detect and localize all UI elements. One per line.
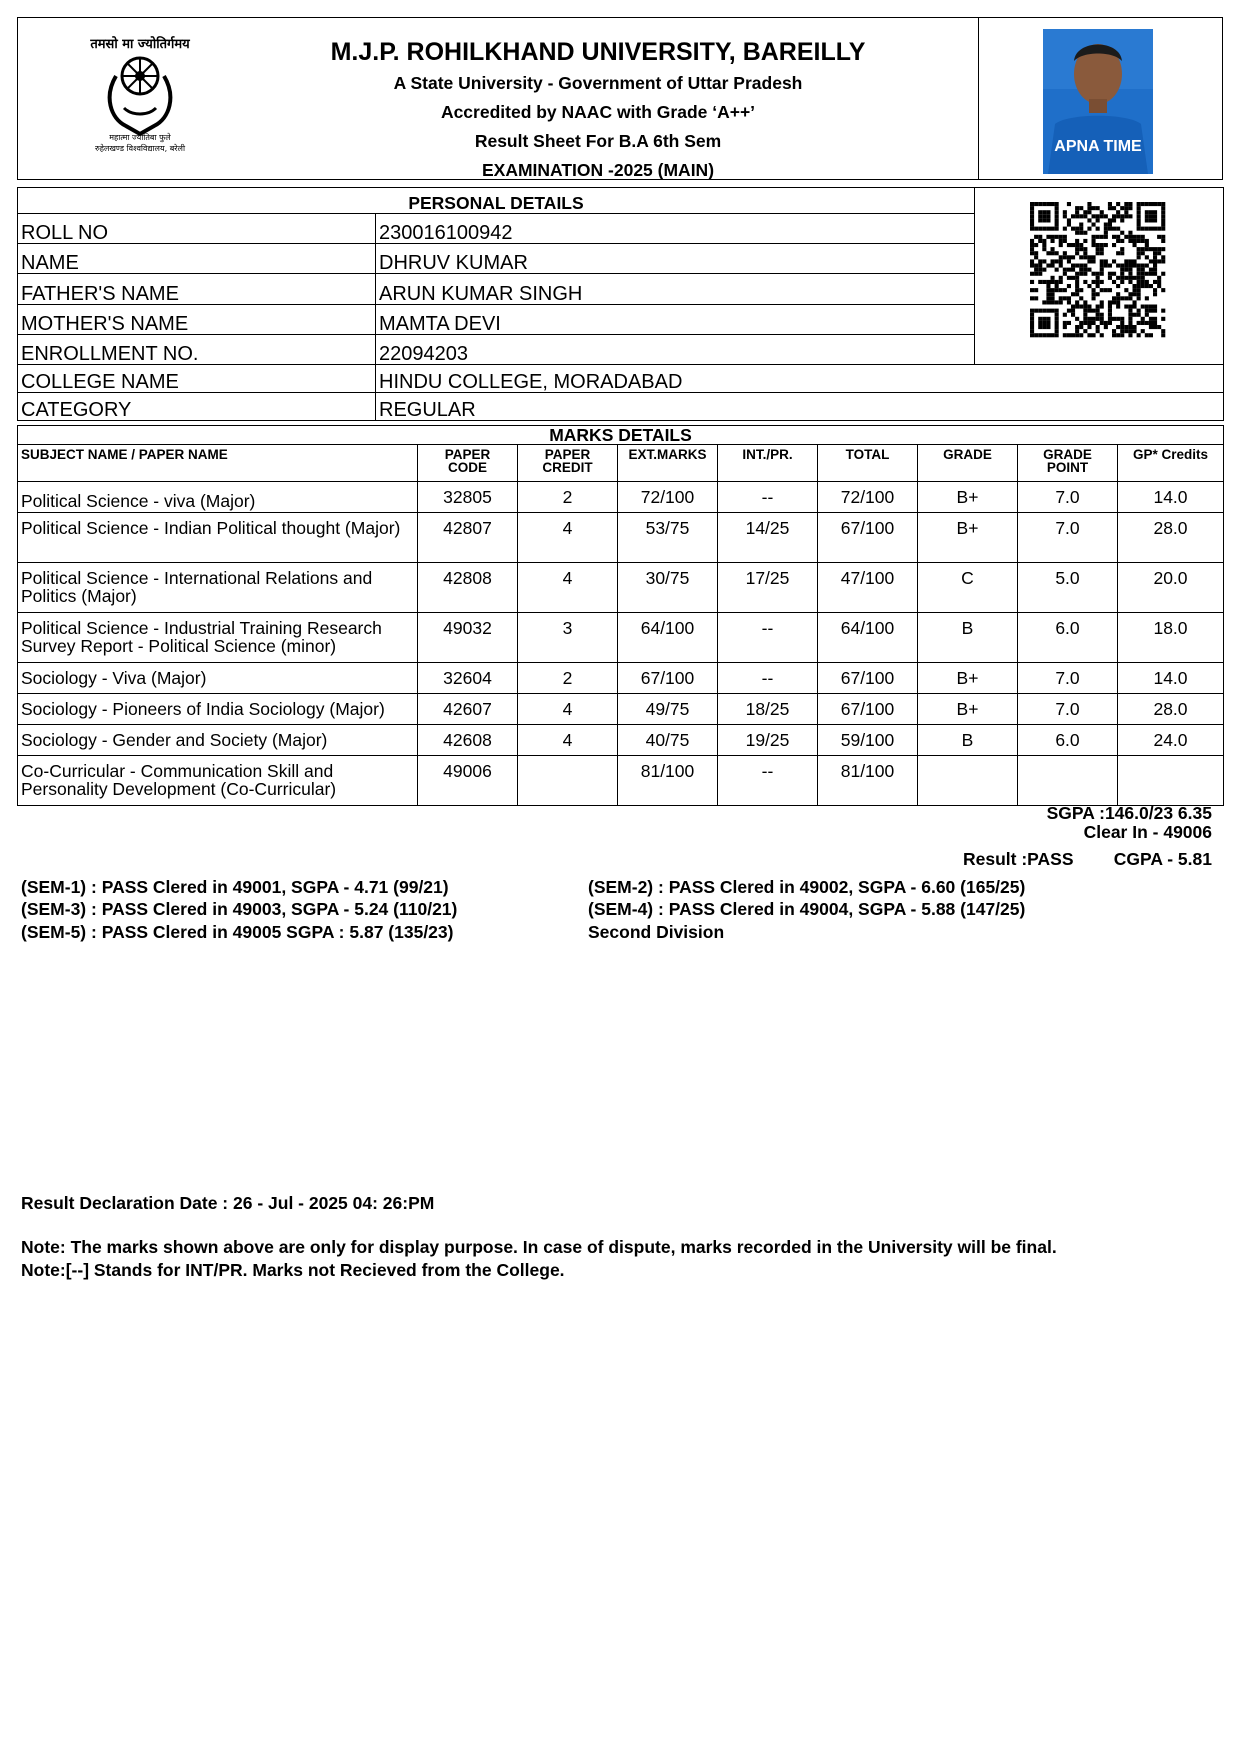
- col-header-subject: SUBJECT NAME / PAPER NAME: [18, 445, 418, 482]
- table-row: [18, 694, 1224, 725]
- personal-value: 230016100942: [376, 213, 975, 243]
- personal-label: COLLEGE NAME: [18, 365, 376, 393]
- col-header-paper-code: PAPER CODE: [418, 445, 518, 482]
- grade-point: 7.0: [1018, 663, 1118, 694]
- ext-marks: 30/75: [618, 563, 718, 613]
- student-photo: [1043, 29, 1153, 174]
- ext-marks: 64/100: [618, 613, 718, 663]
- personal-value: HINDU COLLEGE, MORADABAD: [376, 365, 1224, 393]
- col-header-gp-credits: GP* Credits: [1118, 445, 1224, 482]
- note-display-purpose: Note: The marks shown above are only for display purpose. In case of dispute, marks recorded in the University will be final.: [21, 1237, 1057, 1257]
- paper-credit: 2: [518, 482, 618, 513]
- grade: C: [918, 563, 1018, 613]
- university-name: M.J.P. ROHILKHAND UNIVERSITY, BAREILLY: [330, 38, 866, 66]
- col-header-ext-marks: EXT.MARKS: [618, 445, 718, 482]
- ext-marks: 67/100: [618, 663, 718, 694]
- header: [17, 17, 1223, 180]
- paper-code: 32805: [418, 482, 518, 513]
- paper-credit: [518, 756, 618, 806]
- marks-details-table: [17, 425, 1224, 806]
- table-row: [18, 513, 1224, 563]
- total-marks: 81/100: [818, 756, 918, 806]
- total-marks: 67/100: [818, 663, 918, 694]
- table-row: [18, 663, 1224, 694]
- total-marks: 59/100: [818, 725, 918, 756]
- paper-credit: 3: [518, 613, 618, 663]
- grade-point: [1018, 756, 1118, 806]
- table-row: [18, 563, 1224, 613]
- personal-label: FATHER'S NAME: [18, 274, 376, 304]
- clear-in: Clear In - 49006: [1083, 822, 1212, 842]
- col-header-total: TOTAL: [818, 445, 918, 482]
- paper-code: 42807: [418, 513, 518, 563]
- paper-code: 49006: [418, 756, 518, 806]
- grade: B+: [918, 482, 1018, 513]
- gp-credits: 28.0: [1118, 694, 1224, 725]
- col-header-paper-credit: PAPER CREDIT: [518, 445, 618, 482]
- paper-code: 32604: [418, 663, 518, 694]
- gp-credits: 28.0: [1118, 513, 1224, 563]
- int-pr-marks: 19/25: [718, 725, 818, 756]
- result-status: Result :PASS: [963, 849, 1074, 869]
- ext-marks: 53/75: [618, 513, 718, 563]
- paper-code: 42607: [418, 694, 518, 725]
- personal-details-title: PERSONAL DETAILS: [18, 188, 975, 214]
- table-row: [18, 482, 1224, 513]
- grade: [918, 756, 1018, 806]
- paper-credit: 2: [518, 663, 618, 694]
- total-marks: 72/100: [818, 482, 918, 513]
- logo-caption-2: रुहेलखण्ड विश्वविद्यालय, बरेली: [94, 144, 186, 153]
- subject-name: Sociology - Viva (Major): [18, 663, 418, 694]
- col-header-grade: GRADE: [918, 445, 1018, 482]
- grade-point: 6.0: [1018, 725, 1118, 756]
- grade: B+: [918, 694, 1018, 725]
- grade: B: [918, 613, 1018, 663]
- gp-credits: 20.0: [1118, 563, 1224, 613]
- paper-code: 49032: [418, 613, 518, 663]
- photo-shirt-text: APNA TIME: [1054, 138, 1142, 155]
- col-header-int-pr: INT./PR.: [718, 445, 818, 482]
- total-marks: 64/100: [818, 613, 918, 663]
- personal-row: [18, 365, 1224, 393]
- header-line-2: Accredited by NAAC with Grade ‘A++’: [440, 102, 756, 122]
- division: Second Division: [588, 922, 725, 942]
- paper-code: 42808: [418, 563, 518, 613]
- int-pr-marks: 17/25: [718, 563, 818, 613]
- sem2-result: (SEM-2) : PASS Clered in 49002, SGPA - 6.60 (165/25): [588, 877, 1026, 897]
- subject-name: Political Science - Industrial Training Research Survey Report - Political Science (minor): [18, 613, 418, 663]
- paper-credit: 4: [518, 725, 618, 756]
- sem4-result: (SEM-4) : PASS Clered in 49004, SGPA - 5.88 (147/25): [588, 899, 1026, 919]
- grade: B+: [918, 513, 1018, 563]
- subject-name: Political Science - viva (Major): [18, 482, 418, 513]
- qr-code: [975, 188, 1224, 360]
- subject-name: Sociology - Pioneers of India Sociology (Major): [18, 694, 418, 725]
- subject-name: Political Science - Indian Political thought (Major): [18, 513, 418, 563]
- gp-credits: 14.0: [1118, 482, 1224, 513]
- int-pr-marks: --: [718, 613, 818, 663]
- sgpa-summary: SGPA :146.0/23 6.35: [1046, 803, 1212, 823]
- marks-header-row: [18, 445, 1224, 482]
- personal-label: ROLL NO: [18, 213, 376, 243]
- grade-point: 7.0: [1018, 694, 1118, 725]
- sem1-result: (SEM-1) : PASS Clered in 49001, SGPA - 4.71 (99/21): [21, 877, 449, 897]
- photo-cell: [978, 17, 1224, 180]
- logo-top-text: तमसो मा ज्योतिर्गमय: [90, 37, 190, 52]
- gp-credits: 18.0: [1118, 613, 1224, 663]
- paper-credit: 4: [518, 694, 618, 725]
- total-marks: 67/100: [818, 694, 918, 725]
- header-text: [218, 38, 978, 189]
- int-pr-marks: --: [718, 756, 818, 806]
- personal-row: [18, 393, 1224, 421]
- grade: B+: [918, 663, 1018, 694]
- personal-value: REGULAR: [376, 393, 1224, 421]
- header-line-4: EXAMINATION -2025 (MAIN): [481, 160, 715, 180]
- int-pr-marks: 14/25: [718, 513, 818, 563]
- ext-marks: 81/100: [618, 756, 718, 806]
- grade: B: [918, 725, 1018, 756]
- grade-point: 7.0: [1018, 513, 1118, 563]
- personal-value: 22094203: [376, 334, 975, 364]
- gp-credits: 14.0: [1118, 663, 1224, 694]
- grade-point: 6.0: [1018, 613, 1118, 663]
- grade-point: 5.0: [1018, 563, 1118, 613]
- table-row: [18, 756, 1224, 806]
- paper-credit: 4: [518, 563, 618, 613]
- subject-name: Sociology - Gender and Society (Major): [18, 725, 418, 756]
- ext-marks: 72/100: [618, 482, 718, 513]
- gp-credits: [1118, 756, 1224, 806]
- personal-label: CATEGORY: [18, 393, 376, 421]
- note-int-pr: Note:[--] Stands for INT/PR. Marks not Recieved from the College.: [21, 1260, 565, 1280]
- result-declaration-date: Result Declaration Date : 26 - Jul - 2025 04: 26:PM: [21, 1193, 435, 1213]
- header-line-1: A State University - Government of Uttar Pradesh: [393, 73, 803, 93]
- cgpa-value: CGPA - 5.81: [1113, 849, 1212, 869]
- qr-code-cell: [975, 188, 1224, 365]
- subject-name: Co-Curricular - Communication Skill and Personality Development (Co-Curricular): [18, 756, 418, 806]
- ext-marks: 40/75: [618, 725, 718, 756]
- total-marks: 47/100: [818, 563, 918, 613]
- int-pr-marks: --: [718, 482, 818, 513]
- header-line-3: Result Sheet For B.A 6th Sem: [474, 131, 722, 151]
- personal-value: DHRUV KUMAR: [376, 244, 975, 274]
- paper-credit: 4: [518, 513, 618, 563]
- marks-details-title: MARKS DETAILS: [18, 426, 1224, 445]
- sem5-result: (SEM-5) : PASS Clered in 49005 SGPA : 5.87 (135/23): [21, 922, 454, 942]
- subject-name: Political Science - International Relations and Politics (Major): [18, 563, 418, 613]
- gp-credits: 24.0: [1118, 725, 1224, 756]
- personal-label: NAME: [18, 244, 376, 274]
- int-pr-marks: --: [718, 663, 818, 694]
- int-pr-marks: 18/25: [718, 694, 818, 725]
- personal-value: MAMTA DEVI: [376, 304, 975, 334]
- table-row: [18, 613, 1224, 663]
- personal-details-table: [17, 187, 1224, 421]
- personal-value: ARUN KUMAR SINGH: [376, 274, 975, 304]
- col-header-grade-point: GRADE POINT: [1018, 445, 1118, 482]
- grade-point: 7.0: [1018, 482, 1118, 513]
- personal-label: ENROLLMENT NO.: [18, 334, 376, 364]
- table-row: [18, 725, 1224, 756]
- total-marks: 67/100: [818, 513, 918, 563]
- logo-caption-1: महात्मा ज्योतिबा फुले: [109, 133, 171, 142]
- personal-label: MOTHER'S NAME: [18, 304, 376, 334]
- ext-marks: 49/75: [618, 694, 718, 725]
- paper-code: 42608: [418, 725, 518, 756]
- university-logo: [76, 26, 204, 156]
- sem3-result: (SEM-3) : PASS Clered in 49003, SGPA - 5.24 (110/21): [21, 899, 458, 919]
